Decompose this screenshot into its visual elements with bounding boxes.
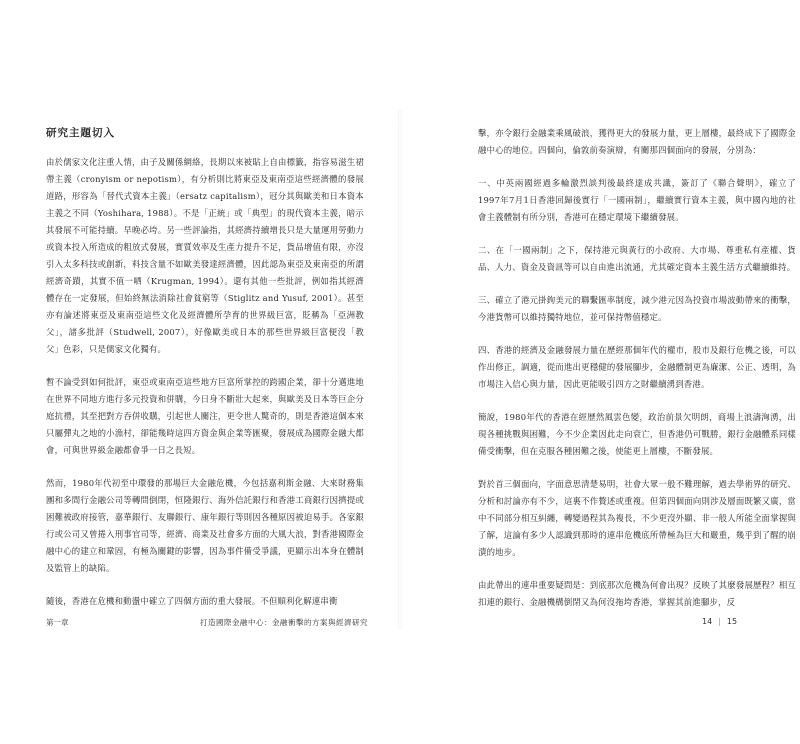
right-page <box>400 0 800 744</box>
footer-chapter-label: 第一章 <box>46 618 69 627</box>
paragraph: 然而，1980年代初至中環發的那場巨大金融危機，今包括嘉利斯金融、大來財務集團和多間行金融公司等轉問倒閉，恒隆銀行、海外信託銀行和香港工商銀行因擠提或困難被政府接管，嘉華銀行、友聯銀行、康年銀行等則因各種原因被迫易手。各家銀行或公司又曾捲入刑事官司等，經濟、商業及社會多方面的大風大浪，對香港國際金融中心的建立和鞏固，有極為關鍵的影響，因為事件備受爭議，更顯示出本身在體制及監管上的缺陷。 <box>46 478 364 573</box>
footer-book-title: 打造國際金融中心：金融衝擊的方案與經濟研究 <box>200 618 368 627</box>
paragraph: 三、確立了港元掛鉤美元的聯繫匯率制度，減少港元因為投資市場波動帶來的衝擊，今港貨幣可以維持獨特地位，並可保持幣值穩定。 <box>478 295 796 322</box>
right-page-text-column <box>478 125 796 627</box>
paragraph: 一、中英兩國經過多輪激烈談判後最終達成共識，簽訂了《聯合聲明》，確立了1997年7月1日香港回歸後實行「一國兩制」，繼續實行資本主義，與中國內地的社會主義體制有所分別，香港可在穩定環境下繼續發展。 <box>478 178 796 222</box>
paragraph: 簡說，1980年代的香港在經歷然風雲色變，政治前景欠明朗，商場上浪濤洶湧，出現各種挑戰與困難，今不少企業因此走向衰亡，但香港仍可戰勝，銀行金融體系同樣備受衝擊，但在克服各種困難之後，使能更上層樓，不斷發展。 <box>478 412 796 456</box>
paragraph: 對於首三個面向，字面意思清楚易明，社會大眾一般不難理解，過去學術界的研究、分析和討論亦有不少，這裏不作贅述或重複。但第四個面向則涉及層面既繁又廣，當中不同部分相互糾纏，轉變過程其為複長，不少更沒外顯、非一般人所能全面掌握與了解，這論有多少人認識到那時的連串危機底所帶極為巨大和嚴重，幾乎到了醒的崩潰的地步。 <box>478 479 796 557</box>
page-number-right: 15 <box>726 617 738 626</box>
page-number-divider: | <box>718 617 721 626</box>
paragraph: 擊，亦令銀行金融業乘風破浪，獲得更大的發展力量，更上層樓，最終成下了國際金融中心的地位。四個向，倫敦前奏演辯，有關那四個面向的發展，分別為： <box>478 128 796 155</box>
paragraph: 由於儒家文化注重人情，由子及關係網絡，長期以來被貼上自由標籤，指容易滋生裙帶主義（cronyism or nepotism），有分析則比將東亞及東南亞這些經濟體的發展道路，形容為「替代式資本主義」（ersatz capitalism），冠分其與歐美和日本資本主義之不同（Yoshihara, 1988）。不是「正統」或「典型」的現代資本主義，暗示其發展不可能持續。早晚必垮。另一些評論指，其經濟持續增長只是大量運用勞動力或資本投入所造成的粗放式發展，實質效率及生產力提升不足，貨品增值有限，亦沒引入太多科技或創新，料技含量不如歐美發達經濟體，因此認為東亞及東南亞的所謂經濟奇蹟，其實不值一哂（Krugman, 1994）。還有其他一些批評，例如指其經濟體存在一定發展，但始終無法消除社會貧窮等（Stiglitz and Yusuf, 2001）。甚至亦有論述將東亞及東南亞這些文化及經濟體所孕育的世界級巨富，貶稱為「亞洲教父」，諸多批評（Studwell, 2007），好像歐美或日本的那些世界級巨富便沒「教父」色彩，只是儒家文化獨有。 <box>46 157 364 354</box>
paragraph: 由此帶出的連串重要疑問是：到底那次危機為何會出現？反映了其麼發展歷程？相互扣連的銀行、金融機構倒閉又為何沒拖垮香港，掌握其前進腳步，反 <box>478 580 796 607</box>
paragraph: 二、在「一國兩制」之下，保持港元與黃行的小政府、大市場、尊重私有產權、貨品、人力、資金及資訊等可以自由進出流通，尤其確定資本主義生活方式繼續維持。 <box>478 245 796 272</box>
paragraph: 隨後，香港在危機和動盪中確立了四個方面的重大發展。不但順利化解連串衝 <box>46 596 338 606</box>
section-heading: 研究主題切入 <box>46 127 115 139</box>
footer-page-numbers <box>702 617 737 626</box>
paragraph: 暫不論受到如何批評，東亞或東南亞這些地方巨富所掌控的跨國企業，卻十分邁進地在世界不同地方進行多元投資和併購，今日身不斷壯大起來，與歐美及日本等巨企分庭抗禮，其至把對方吞併收購，引起世人關注，更令世人驚奇的，則是香港這個本來只屬彈丸之地的小漁村，卻能幾時這四方資金與企業等匯聚，發展成為國際金融大都會，可與世界級金融都會爭一日之長短。 <box>46 377 364 455</box>
page-number-left: 14 <box>702 617 713 626</box>
paragraph: 四、香港的經濟及金融發展力量在歷經那個年代的權市，股市及銀行危機之後，可以作出修正，調適，從而進出更穩健的發展腳步，金融體制更為廉潔、公正、透明，為市場注入信心與力量，因此更能吸引四方之財繼續湧到香港。 <box>478 345 796 389</box>
left-page-text-column <box>46 125 364 626</box>
